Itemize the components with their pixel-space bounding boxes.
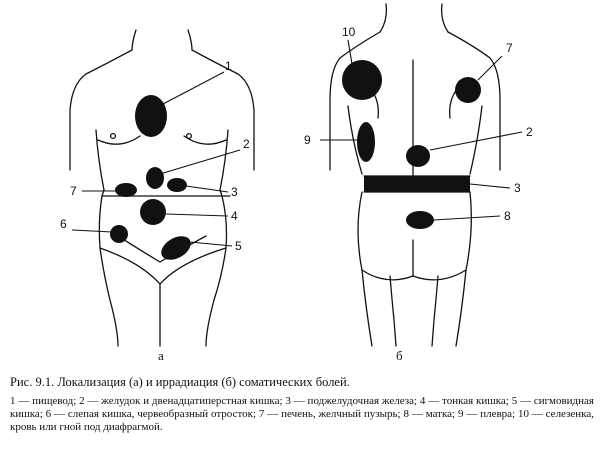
label-back-10: 10 [342,25,356,39]
spot-front-2 [146,167,164,189]
label-front-4: 4 [231,209,238,223]
spot-back-3 [364,176,470,192]
spot-back-2 [406,145,430,167]
spot-front-4 [140,199,166,225]
label-front-3: 3 [231,185,238,199]
spot-back-10 [342,60,382,100]
label-front-7: 7 [70,184,77,198]
spot-front-1 [135,95,167,137]
spot-back-8 [406,211,434,229]
label-front-1: 1 [225,59,232,73]
spot-back-7 [455,77,481,103]
figure-caption [10,374,594,434]
caption-legend: 1 — пищевод; 2 — желудок и двенадцатиперстная кишка; 3 — поджелудочная железа; 4 — тонкая кишка; 5 — сигмовидная кишка; 6 — слепая кишка, червеобразный отросток; 7 — печень, желчный пузырь; 8 — матка; 9 — плевра; 10 — селезенка, кровь или гной под диафрагмой. [10,395,594,433]
front-body-outline [70,30,254,346]
label-back-7: 7 [506,41,513,55]
back-labels [304,25,533,223]
label-back-2: 2 [526,125,533,139]
label-back-9: 9 [304,133,311,147]
caption-title: Рис. 9.1. Локализация (а) и иррадиация (б) соматических болей. [10,375,350,389]
label-back-3: 3 [514,181,521,195]
label-front-2: 2 [243,137,250,151]
spot-front-7 [115,183,137,197]
panel-label-b: б [396,348,403,363]
label-back-8: 8 [504,209,511,223]
spot-front-3 [167,178,187,192]
front-pain-spots [110,95,195,265]
label-front-6: 6 [60,217,67,231]
spot-front-6 [110,225,128,243]
label-front-5: 5 [235,239,242,253]
panel-label-a: а [158,348,164,363]
back-body-outline [330,4,500,346]
spot-back-9 [357,122,375,162]
